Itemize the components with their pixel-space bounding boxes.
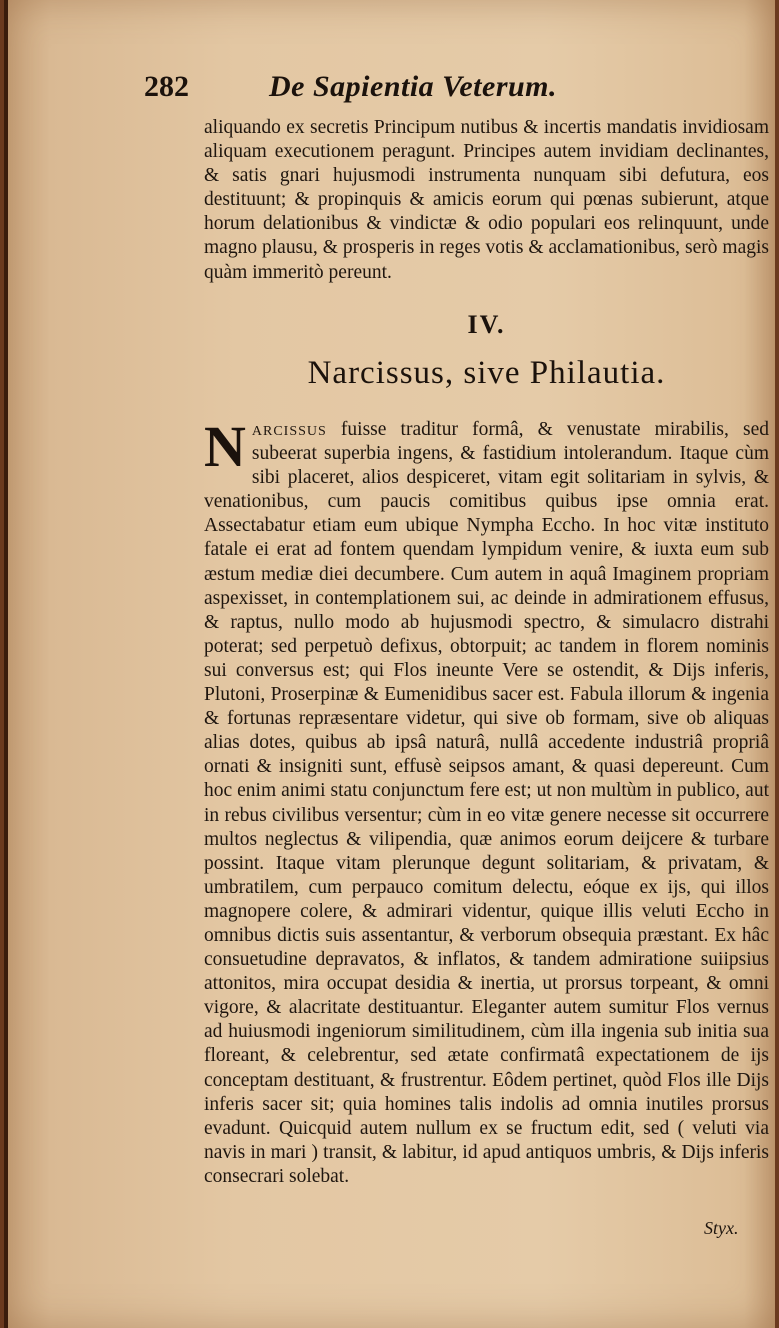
- page-header: [144, 70, 664, 110]
- paragraph-body: fuisse traditur formâ, & venustate mirabilis, sed subeerat superbia ingens, & fastidium intolerandum. Itaque cùm sibi placeret, alios despiceret, vitam egit solitariam in sylvis, & venationibus, cum paucis comitibus quibus ipse omnia erat. Assectabatur etiam eum ubique Nympha Eccho. In hoc vitæ instituto fatale ei erat ad fontem quendam lympidum venire, & iuxta eum sub æstum mediæ diei decumbere. Cum autem in aquâ Imaginem propriam aspexisset, in contemplationem sui, ac deinde in admirationem effusus, & raptus, nullo modo ab hujusmodi spectro, & simulacro distrahi poterat; sed perpetuò defixus, obtorpuit; ac tandem in florem nominis sui conversus est; qui Flos ineunte Vere se ostendit, & Dijs inferis, Plutoni, Proserpinæ & Eumenidibus sacer est. Fabula illorum & ingenia & fortunas repræsentare videtur, qui sive ob formam, sive ob aliquas alias dotes, quibus ab ipsâ naturâ, nullâ accedente industriâ propriâ ornati & insigniti sunt, effusè seipsos amant, & quasi depereunt. Cum hoc enim animi statu conjunctum fere est; ut non multùm in publico, aut in rebus civilibus versentur; cùm in eo vitæ genere necesse sit occurrere multos neglectus & vilipendia, quæ animos eorum deijcere & turbare possint. Itaque vitam plerunque degunt solitariam, & privatam, & umbratilem, cum perpauco comitum delectu, eóque ex ijs, qui illos magnopere colere, & admirari videntur, quique illis veluti Eccho in omnibus dictis suis assentantur, & verborum obsequia præstant. Ex hâc consuetudine depravatos, & inflatos, & tandem admiratione suiipsius attonitos, mira occupat desidia & inertia, ut prorsus torpeant, & omni vigore, & alacritate destituantur. Eleganter autem sumitur Flos vernus ad huiusmodi ingeniorum similitudinem, cùm illa ingenia sub initia sua floreant, & celebrentur, sed ætate confirmatâ expectationem de ijs conceptam destituant, & frustrentur. Eôdem pertinet, quòd Flos ille Dijs inferis sacer sit; quia homines talis indolis ad omnia inutiles prorsus evadunt. Quicquid autem nullum ex se fructum edit, sed ( veluti via navis in mari ) transit, & labitur, id apud antiquos umbris, & Dijs inferis consecrari solebat.: [204, 419, 769, 1187]
- section-title: Narcissus, sive Philautia.: [307, 355, 666, 391]
- lead-word: arcissus: [251, 419, 327, 440]
- drop-cap: N: [204, 414, 246, 479]
- main-paragraph: [204, 414, 769, 1189]
- catchword: Styx.: [704, 1218, 739, 1238]
- running-title: De Sapientia Veterum.: [269, 70, 558, 103]
- continuation-paragraph: aliquando ex secretis Principum nutibus & incertis mandatis invidiosam aliquam executionem peragunt. Principes autem invidiam declinantes, & satis gnari hujusmodi instrumenta nunquam sibi defutura, eos destituunt; & propinquis & amicis eorum qui pœnas subierunt, atque horum delationibus & vindictæ & odio populari eos relinquunt, unde magno plausu, & prosperis in reges votis & acclamationibus, serò magis quàm immeritò pereunt.: [204, 117, 769, 283]
- section-number: IV.: [467, 310, 506, 339]
- page-gutter-shadow: [4, 0, 8, 1328]
- page-number: 282: [144, 70, 189, 103]
- book-page: [4, 0, 775, 1328]
